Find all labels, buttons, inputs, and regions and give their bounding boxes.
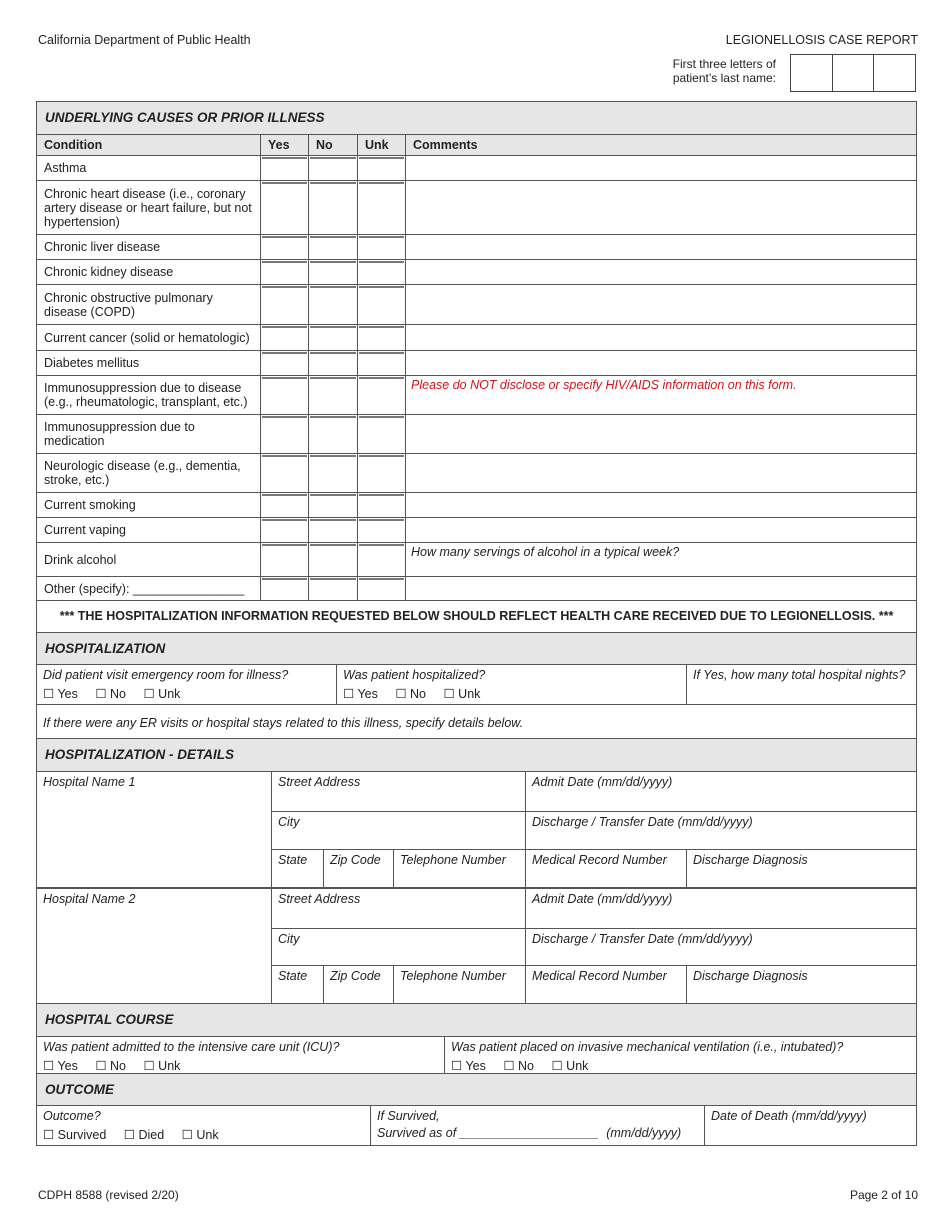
comment-field[interactable]: Please do NOT disclose or specify HIV/AIDS information on this form. (406, 376, 917, 415)
vent-yes-checkbox[interactable]: ☐ Yes (451, 1059, 486, 1073)
checkbox-no[interactable] (309, 577, 358, 601)
checkbox-box (262, 544, 307, 546)
section-title-outcome: OUTCOME (37, 1074, 917, 1106)
checkbox-box (359, 416, 404, 418)
checkbox-unk[interactable] (358, 543, 406, 577)
checkbox-no[interactable] (309, 454, 358, 493)
checkbox-yes[interactable] (261, 577, 309, 601)
er-unk-checkbox[interactable]: ☐ Unk (143, 687, 181, 701)
checkbox-unk[interactable] (358, 235, 406, 260)
h2-state-field[interactable]: State (272, 966, 324, 1004)
condition-label: Neurologic disease (e.g., dementia, stroke, etc.) (37, 454, 261, 493)
condition-row (37, 454, 917, 493)
first-three-letters-input[interactable] (790, 54, 916, 92)
comment-field[interactable] (406, 518, 917, 543)
condition-label: Other (specify): ________________ (37, 577, 261, 601)
er-yes-checkbox[interactable]: ☐ Yes (43, 687, 78, 701)
checkbox-no[interactable] (309, 351, 358, 376)
condition-label: Current cancer (solid or hematologic) (37, 325, 261, 351)
checkbox-box (262, 578, 307, 580)
h1-state-field[interactable]: State (272, 850, 324, 888)
checkbox-yes[interactable] (261, 235, 309, 260)
icu-field: Was patient admitted to the intensive care unit (ICU)? ☐ Yes ☐ No ☐ Unk (37, 1037, 445, 1077)
hospital-nights-field[interactable]: If Yes, how many total hospital nights? (687, 665, 917, 705)
letter-box-3[interactable] (874, 55, 915, 91)
checkbox-no[interactable] (309, 285, 358, 325)
checkbox-no[interactable] (309, 543, 358, 577)
condition-label: Chronic heart disease (i.e., coronary artery disease or heart failure, but not hypertension) (37, 181, 261, 235)
checkbox-box (310, 261, 356, 263)
condition-row (37, 351, 917, 376)
h2-phone-field[interactable]: Telephone Number (394, 966, 526, 1004)
checkbox-box (262, 261, 307, 263)
checkbox-box (310, 236, 356, 238)
underlying-causes-table (36, 101, 917, 635)
h1-admit-date-field[interactable]: Admit Date (mm/dd/yyyy) (526, 772, 917, 812)
checkbox-box (262, 416, 307, 418)
checkbox-box (310, 157, 356, 159)
checkbox-yes[interactable] (261, 181, 309, 235)
comment-field[interactable] (406, 325, 917, 351)
survived-as-of-field[interactable]: If Survived, Survived as of ____________________ (mm/dd/yyyy) (371, 1106, 705, 1146)
vent-no-checkbox[interactable]: ☐ No (503, 1059, 535, 1073)
checkbox-box (262, 157, 307, 159)
checkbox-no[interactable] (309, 376, 358, 415)
checkbox-box (359, 326, 404, 328)
page-number: Page 2 of 10 (849, 1188, 918, 1202)
death-date-field[interactable]: Date of Death (mm/dd/yyyy) (705, 1106, 917, 1146)
checkbox-box (310, 286, 356, 288)
condition-label: Chronic liver disease (37, 235, 261, 260)
section-title-course: HOSPITAL COURSE (37, 1004, 917, 1037)
outcome-field: Outcome? ☐ Survived ☐ Died ☐ Unk (37, 1106, 371, 1146)
col-comments: Comments (406, 135, 917, 156)
condition-row (37, 543, 917, 577)
checkbox-box (359, 286, 404, 288)
checkbox-yes[interactable] (261, 454, 309, 493)
comment-field[interactable] (406, 156, 917, 181)
checkbox-unk[interactable] (358, 454, 406, 493)
comment-field[interactable] (406, 181, 917, 235)
checkbox-box (310, 416, 356, 418)
checkbox-box (262, 455, 307, 457)
hosp-no-checkbox[interactable]: ☐ No (395, 687, 427, 701)
hospitalization-banner: *** THE HOSPITALIZATION INFORMATION REQUESTED BELOW SHOULD REFLECT HEALTH CARE RECEIVED DUE TO LEGIONELLOSIS. *** (37, 601, 917, 635)
comment-field[interactable] (406, 235, 917, 260)
checkbox-yes[interactable] (261, 518, 309, 543)
h1-phone-field[interactable]: Telephone Number (394, 850, 526, 888)
condition-label: Drink alcohol (37, 543, 261, 577)
checkbox-box (310, 519, 356, 521)
checkbox-yes[interactable] (261, 285, 309, 325)
checkbox-box (310, 455, 356, 457)
checkbox-box (359, 455, 404, 457)
checkbox-unk[interactable] (358, 518, 406, 543)
checkbox-unk[interactable] (358, 376, 406, 415)
letter-box-1[interactable] (791, 55, 833, 91)
condition-row (37, 518, 917, 543)
checkbox-unk[interactable] (358, 260, 406, 285)
hospital-name-2-field[interactable]: Hospital Name 2 (37, 888, 272, 1004)
condition-label: Immunosuppression due to medication (37, 415, 261, 454)
checkbox-box (359, 578, 404, 580)
er-visit-field: Did patient visit emergency room for illness? ☐ Yes ☐ No ☐ Unk (37, 665, 337, 705)
outcome-died-checkbox[interactable]: ☐ Died (123, 1128, 165, 1142)
condition-row (37, 493, 917, 518)
checkbox-box (262, 236, 307, 238)
condition-row (37, 156, 917, 181)
checkbox-box (359, 157, 404, 159)
col-condition: Condition (37, 135, 261, 156)
checkbox-box (359, 494, 404, 496)
checkbox-no[interactable] (309, 493, 358, 518)
checkbox-unk[interactable] (358, 415, 406, 454)
h2-discharge-date-field[interactable]: Discharge / Transfer Date (mm/dd/yyyy) (526, 929, 917, 966)
comment-field[interactable] (406, 577, 917, 601)
h1-zip-field[interactable]: Zip Code (324, 850, 394, 888)
h2-street-field[interactable]: Street Address (272, 888, 526, 929)
checkbox-no[interactable] (309, 518, 358, 543)
checkbox-no[interactable] (309, 325, 358, 351)
ventilation-field: Was patient placed on invasive mechanical ventilation (i.e., intubated)? ☐ Yes ☐ No ☐ Unk (445, 1037, 917, 1077)
checkbox-box (310, 182, 356, 184)
h2-diagnosis-field[interactable]: Discharge Diagnosis (687, 966, 917, 1004)
letter-box-2[interactable] (833, 55, 875, 91)
checkbox-box (359, 261, 404, 263)
comment-field[interactable] (406, 260, 917, 285)
checkbox-unk[interactable] (358, 325, 406, 351)
condition-row (37, 376, 917, 415)
checkbox-no[interactable] (309, 181, 358, 235)
condition-label: Current smoking (37, 493, 261, 518)
section-title-hospitalization: HOSPITALIZATION (37, 633, 917, 665)
checkbox-yes[interactable] (261, 260, 309, 285)
vent-unk-checkbox[interactable]: ☐ Unk (551, 1059, 589, 1073)
checkbox-box (359, 236, 404, 238)
hosp-yes-checkbox[interactable]: ☐ Yes (343, 687, 378, 701)
form-id: CDPH 8588 (revised 2/20) (38, 1188, 179, 1202)
icu-yes-checkbox[interactable]: ☐ Yes (43, 1059, 78, 1073)
checkbox-no[interactable] (309, 415, 358, 454)
er-no-checkbox[interactable]: ☐ No (95, 687, 127, 701)
checkbox-box (310, 326, 356, 328)
checkbox-unk[interactable] (358, 285, 406, 325)
hosp-unk-checkbox[interactable]: ☐ Unk (443, 687, 481, 701)
outcome-unk-checkbox[interactable]: ☐ Unk (181, 1128, 219, 1142)
checkbox-box (310, 352, 356, 354)
outcome-survived-checkbox[interactable]: ☐ Survived (43, 1128, 107, 1142)
checkbox-no[interactable] (309, 235, 358, 260)
condition-label: Chronic obstructive pulmonary disease (COPD) (37, 285, 261, 325)
section-title-details: HOSPITALIZATION - DETAILS (37, 739, 917, 772)
checkbox-unk[interactable] (358, 493, 406, 518)
h1-discharge-date-field[interactable]: Discharge / Transfer Date (mm/dd/yyyy) (526, 812, 917, 850)
comment-field[interactable] (406, 493, 917, 518)
comment-field[interactable] (406, 454, 917, 493)
checkbox-yes[interactable] (261, 376, 309, 415)
h1-city-field[interactable]: City (272, 812, 526, 850)
condition-row (37, 577, 917, 601)
condition-label: Immunosuppression due to disease (e.g., rheumatologic, transplant, etc.) (37, 376, 261, 415)
icu-unk-checkbox[interactable]: ☐ Unk (143, 1059, 181, 1073)
condition-label: Chronic kidney disease (37, 260, 261, 285)
checkbox-box (310, 377, 356, 379)
comment-field[interactable] (406, 285, 917, 325)
checkbox-yes[interactable] (261, 156, 309, 181)
checkbox-box (310, 578, 356, 580)
h2-city-field[interactable]: City (272, 929, 526, 966)
checkbox-box (262, 326, 307, 328)
outcome-table (36, 1073, 917, 1146)
condition-label: Current vaping (37, 518, 261, 543)
comment-field[interactable] (406, 415, 917, 454)
checkbox-box (359, 377, 404, 379)
first-three-letters-label: First three letters of patient’s last name: (672, 57, 776, 85)
checkbox-yes[interactable] (261, 325, 309, 351)
checkbox-box (262, 519, 307, 521)
comment-field[interactable]: How many servings of alcohol in a typical week? (406, 543, 917, 577)
checkbox-box (359, 519, 404, 521)
agency-name: California Department of Public Health (38, 33, 251, 47)
checkbox-box (359, 544, 404, 546)
condition-label: Asthma (37, 156, 261, 181)
h1-mrn-field[interactable]: Medical Record Number (526, 850, 687, 888)
checkbox-box (310, 544, 356, 546)
comment-field[interactable] (406, 351, 917, 376)
h1-diagnosis-field[interactable]: Discharge Diagnosis (687, 850, 917, 888)
condition-row (37, 260, 917, 285)
checkbox-yes[interactable] (261, 351, 309, 376)
checkbox-box (262, 182, 307, 184)
checkbox-yes[interactable] (261, 493, 309, 518)
checkbox-box (359, 352, 404, 354)
checkbox-box (262, 286, 307, 288)
condition-row (37, 415, 917, 454)
checkbox-box (262, 377, 307, 379)
h2-zip-field[interactable]: Zip Code (324, 966, 394, 1004)
checkbox-box (262, 494, 307, 496)
icu-no-checkbox[interactable]: ☐ No (95, 1059, 127, 1073)
checkbox-yes[interactable] (261, 543, 309, 577)
checkbox-no[interactable] (309, 260, 358, 285)
checkbox-box (262, 352, 307, 354)
hospitalized-field: Was patient hospitalized? ☐ Yes ☐ No ☐ Unk (337, 665, 687, 705)
hospital-course-table (36, 1003, 917, 1077)
checkbox-unk[interactable] (358, 577, 406, 601)
h1-street-field[interactable]: Street Address (272, 772, 526, 812)
condition-row (37, 325, 917, 351)
condition-row (37, 235, 917, 260)
hospitalization-table (36, 632, 917, 742)
checkbox-yes[interactable] (261, 415, 309, 454)
checkbox-unk[interactable] (358, 351, 406, 376)
condition-row (37, 285, 917, 325)
details-note: If there were any ER visits or hospital stays related to this illness, specify details below. (37, 705, 917, 742)
report-title: LEGIONELLOSIS CASE REPORT (725, 33, 918, 47)
col-yes: Yes (261, 135, 309, 156)
hospital-name-1-field[interactable]: Hospital Name 1 (37, 772, 272, 888)
condition-label: Diabetes mellitus (37, 351, 261, 376)
checkbox-box (359, 182, 404, 184)
section-title-underlying: UNDERLYING CAUSES OR PRIOR ILLNESS (37, 102, 917, 135)
hospitalization-details-table (36, 738, 917, 1004)
h2-admit-date-field[interactable]: Admit Date (mm/dd/yyyy) (526, 888, 917, 929)
checkbox-no[interactable] (309, 156, 358, 181)
col-no: No (309, 135, 358, 156)
checkbox-box (310, 494, 356, 496)
h2-mrn-field[interactable]: Medical Record Number (526, 966, 687, 1004)
condition-row (37, 181, 917, 235)
checkbox-unk[interactable] (358, 181, 406, 235)
checkbox-unk[interactable] (358, 156, 406, 181)
col-unk: Unk (358, 135, 406, 156)
